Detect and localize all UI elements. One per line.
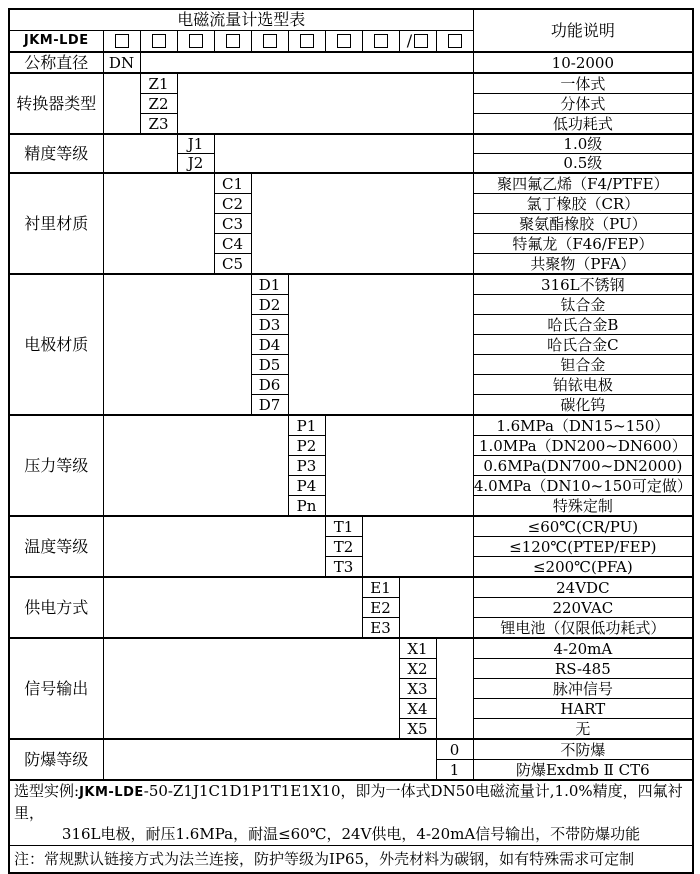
checkbox-icon <box>152 34 166 48</box>
spacer-cell <box>103 739 436 780</box>
code-cell: Z3 <box>140 114 177 135</box>
checkbox-icon <box>226 34 240 48</box>
spacer-cell <box>214 134 473 173</box>
category-accuracy-class: 精度等级 <box>9 134 103 173</box>
desc-cell: 铂铱电极 <box>473 375 693 395</box>
desc-cell: 一体式 <box>473 73 693 94</box>
code-cell: J1 <box>177 134 214 154</box>
spacer-cell <box>325 415 473 516</box>
desc-cell: RS-485 <box>473 659 693 679</box>
code-cell: C3 <box>214 214 251 234</box>
code-box-cell <box>214 31 251 53</box>
slash-separator: / <box>406 31 413 50</box>
selection-table <box>8 8 694 874</box>
code-box-cell <box>251 31 288 53</box>
footnote: 注：常规默认链接方式为法兰连接，防护等级为IP65，外壳材料为碳钢，如有特殊需求可定制 <box>9 846 693 874</box>
code-cell: D1 <box>251 274 288 295</box>
spacer-cell <box>251 173 473 274</box>
desc-cell: ≤60℃(CR/PU) <box>473 516 693 537</box>
code-cell: X3 <box>399 679 436 699</box>
code-cell: T1 <box>325 516 362 537</box>
category-electrode-material: 电极材质 <box>9 274 103 415</box>
category-explosion-proof: 防爆等级 <box>9 739 103 780</box>
desc-cell: 分体式 <box>473 94 693 114</box>
spacer-cell <box>103 415 288 516</box>
desc-cell: 不防爆 <box>473 739 693 760</box>
example-text: -50-Z1J1C1D1P1T1E1X10，即为一体式DN50电磁流量计,1.0%精度，四氟衬里， <box>14 782 683 822</box>
code-cell: Pn <box>288 496 325 517</box>
spacer-cell <box>436 638 473 739</box>
desc-cell: 钽合金 <box>473 355 693 375</box>
spacer-cell <box>103 173 214 274</box>
category-temperature-rating: 温度等级 <box>9 516 103 577</box>
desc-cell: 1.0级 <box>473 134 693 154</box>
code-box-cell <box>103 31 140 53</box>
spacer-cell <box>103 134 177 173</box>
model-prefix: JKM-LDE <box>9 31 103 53</box>
spacer-cell <box>103 516 325 577</box>
desc-cell: 特氟龙（F46/FEP） <box>473 234 693 254</box>
spacer-cell <box>288 274 473 415</box>
desc-cell: 锂电池（仅限低功耗式） <box>473 618 693 639</box>
page-title: 电磁流量计选型表 <box>9 9 473 31</box>
code-cell: DN <box>103 52 140 73</box>
code-cell: 1 <box>436 760 473 781</box>
spacer-cell <box>362 516 473 577</box>
code-cell: P4 <box>288 476 325 496</box>
code-cell: Z2 <box>140 94 177 114</box>
desc-cell: 聚氨酯橡胶（PU） <box>473 214 693 234</box>
category-converter-type: 转换器类型 <box>9 73 103 134</box>
code-cell: X1 <box>399 638 436 659</box>
desc-cell: 钛合金 <box>473 295 693 315</box>
desc-cell: 无 <box>473 719 693 740</box>
code-box-cell <box>325 31 362 53</box>
spacer-cell <box>103 638 399 739</box>
desc-cell: 共聚物（PFA） <box>473 254 693 275</box>
example-line1 <box>10 781 692 824</box>
desc-cell: 316L不锈钢 <box>473 274 693 295</box>
checkbox-icon <box>189 34 203 48</box>
code-box-cell <box>177 31 214 53</box>
desc-cell: HART <box>473 699 693 719</box>
function-column-header: 功能说明 <box>473 9 693 52</box>
desc-cell: 1.0MPa（DN200~DN600） <box>473 436 693 456</box>
category-liner-material: 衬里材质 <box>9 173 103 274</box>
desc-cell: 哈氏合金B <box>473 315 693 335</box>
code-cell: E2 <box>362 598 399 618</box>
code-cell: D4 <box>251 335 288 355</box>
desc-cell: ≤200℃(PFA) <box>473 557 693 578</box>
code-cell: Z1 <box>140 73 177 94</box>
spacer-cell <box>140 52 473 73</box>
code-cell: X2 <box>399 659 436 679</box>
code-cell: T2 <box>325 537 362 557</box>
code-cell: J2 <box>177 154 214 174</box>
desc-cell: 脉冲信号 <box>473 679 693 699</box>
code-box-cell <box>140 31 177 53</box>
code-cell: P1 <box>288 415 325 436</box>
desc-cell: 特殊定制 <box>473 496 693 517</box>
spacer-cell <box>177 73 473 134</box>
desc-cell: 0.6MPa(DN700~DN2000) <box>473 456 693 476</box>
code-cell: C1 <box>214 173 251 194</box>
desc-cell: 1.6MPa（DN15~150） <box>473 415 693 436</box>
code-cell: E1 <box>362 577 399 598</box>
category-power-supply: 供电方式 <box>9 577 103 638</box>
selection-example <box>9 780 693 846</box>
code-cell: D2 <box>251 295 288 315</box>
example-model-code: JKM-LDE <box>79 785 144 800</box>
code-cell: C2 <box>214 194 251 214</box>
checkbox-icon <box>263 34 277 48</box>
code-cell: D6 <box>251 375 288 395</box>
desc-cell: 24VDC <box>473 577 693 598</box>
code-box-cell <box>362 31 399 53</box>
checkbox-icon <box>300 34 314 48</box>
code-cell: C5 <box>214 254 251 275</box>
checkbox-icon <box>448 34 462 48</box>
code-cell: E3 <box>362 618 399 639</box>
example-line2: 316L电极，耐压1.6MPa，耐温≤60℃，24V供电，4-20mA信号输出，不带防爆功能 <box>61 825 641 843</box>
desc-cell: 4-20mA <box>473 638 693 659</box>
code-cell: P3 <box>288 456 325 476</box>
code-cell: X4 <box>399 699 436 719</box>
code-cell: 0 <box>436 739 473 760</box>
code-cell: T3 <box>325 557 362 578</box>
desc-cell: 氯丁橡胶（CR） <box>473 194 693 214</box>
category-pressure-rating: 压力等级 <box>9 415 103 516</box>
checkbox-icon <box>115 34 129 48</box>
code-box-cell <box>436 31 473 53</box>
code-cell: D7 <box>251 395 288 416</box>
category-nominal-diameter: 公称直径 <box>9 52 103 73</box>
desc-cell: 聚四氟乙烯（F4/PTFE） <box>473 173 693 194</box>
code-box-cell <box>399 31 436 53</box>
spacer-cell <box>103 577 362 638</box>
desc-cell: 4.0MPa（DN10~150可定做） <box>473 476 692 495</box>
desc-cell: 10-2000 <box>473 52 693 73</box>
desc-cell: 0.5级 <box>473 154 693 174</box>
code-cell: D5 <box>251 355 288 375</box>
example-label: 选型实例: <box>14 782 80 800</box>
code-cell: D3 <box>251 315 288 335</box>
checkbox-icon <box>414 34 428 48</box>
checkbox-icon <box>374 34 388 48</box>
category-signal-output: 信号输出 <box>9 638 103 739</box>
desc-cell: 220VAC <box>473 598 693 618</box>
desc-cell: 哈氏合金C <box>473 335 693 355</box>
code-box-cell <box>288 31 325 53</box>
desc-cell: 防爆Exdmb Ⅱ CT6 <box>473 760 693 781</box>
spacer-cell <box>103 73 140 134</box>
spacer-cell <box>399 577 473 638</box>
desc-cell: 碳化钨 <box>473 395 693 416</box>
spacer-cell <box>103 274 251 415</box>
desc-cell: ≤120℃(PTEP/FEP) <box>473 537 693 557</box>
desc-cell: 低功耗式 <box>473 114 693 135</box>
code-cell: P2 <box>288 436 325 456</box>
code-cell: X5 <box>399 719 436 740</box>
code-cell: C4 <box>214 234 251 254</box>
checkbox-icon <box>337 34 351 48</box>
